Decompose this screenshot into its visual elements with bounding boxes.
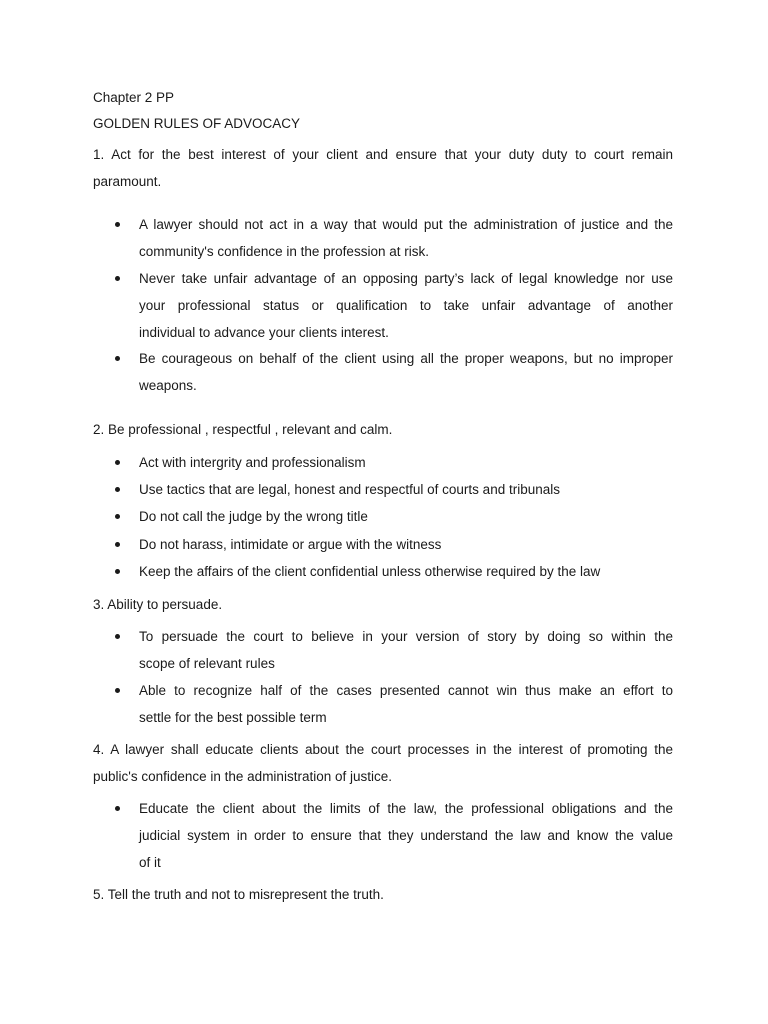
rule-3-bullet-1 — [139, 623, 673, 677]
bullet-line: individual to advance your clients interest. — [139, 325, 389, 340]
chapter-header — [93, 84, 673, 111]
bullet-line: settle for the best possible term — [139, 710, 327, 725]
bullet-icon — [115, 542, 120, 547]
bullet-line: Able to recognize half of the cases presented cannot win thus make an effort to — [139, 683, 673, 698]
rule-4-line-2: public's confidence in the administration of justice. — [93, 769, 392, 784]
bullet-icon — [115, 806, 120, 811]
bullet-icon — [115, 569, 120, 574]
rule-2-bullet-3 — [139, 503, 673, 530]
rule-4-heading — [93, 736, 673, 790]
bullet-line: Do not call the judge by the wrong title — [139, 509, 368, 524]
rule-3-heading — [93, 591, 673, 618]
bullet-icon — [115, 634, 120, 639]
bullet-line: Do not harass, intimidate or argue with the witness — [139, 537, 442, 552]
rule-3-line-1: 3. Ability to persuade. — [93, 597, 223, 612]
bullet-line: scope of relevant rules — [139, 656, 275, 671]
rule-1-line-1: 1. Act for the best interest of your client and ensure that your duty duty to court remain — [93, 147, 673, 162]
bullet-line: A lawyer should not act in a way that would put the administration of justice and the — [139, 217, 673, 232]
rule-5-line-1: 5. Tell the truth and not to misrepresent the truth. — [93, 887, 384, 902]
rule-2-bullet-5 — [139, 558, 673, 585]
rule-2-bullet-4 — [139, 531, 673, 558]
rule-4-line-1: 4. A lawyer shall educate clients about the court processes in the interest of promoting the — [93, 742, 673, 757]
bullet-icon — [115, 460, 120, 465]
bullet-line: Keep the affairs of the client confidential unless otherwise required by the law — [139, 564, 601, 579]
bullet-line: Use tactics that are legal, honest and respectful of courts and tribunals — [139, 482, 560, 497]
rule-2-heading — [93, 416, 673, 443]
rule-1-bullet-1 — [139, 211, 673, 265]
rule-1-line-2: paramount. — [93, 174, 162, 189]
bullet-line: Never take unfair advantage of an opposing party’s lack of legal knowledge nor use — [139, 271, 673, 286]
rule-1-heading — [93, 141, 673, 195]
bullet-line: To persuade the court to believe in your version of story by doing so within the — [139, 629, 673, 644]
bullet-line: community's confidence in the profession at risk. — [139, 244, 429, 259]
document-title — [93, 110, 673, 137]
bullet-line: Act with intergrity and professionalism — [139, 455, 366, 470]
bullet-icon — [115, 514, 120, 519]
rule-2-line-1: 2. Be professional , respectful , relevant and calm. — [93, 422, 393, 437]
rule-2-bullet-1 — [139, 449, 673, 476]
bullet-icon — [115, 276, 120, 281]
bullet-icon — [115, 487, 120, 492]
rule-2-bullet-2 — [139, 476, 673, 503]
rule-1-bullet-3 — [139, 345, 673, 399]
bullet-line: of it — [139, 855, 161, 870]
rule-1-bullet-2 — [139, 265, 673, 346]
rule-5-heading — [93, 881, 673, 908]
bullet-line: Be courageous on behalf of the client using all the proper weapons, but no improper — [139, 351, 673, 366]
document-title-text: GOLDEN RULES OF ADVOCACY — [93, 116, 301, 131]
bullet-line: weapons. — [139, 378, 197, 393]
bullet-line: judicial system in order to ensure that they understand the law and know the value — [139, 828, 673, 843]
rule-4-bullet-1 — [139, 795, 673, 876]
bullet-line: your professional status or qualification to take unfair advantage of another — [139, 298, 673, 313]
bullet-icon — [115, 222, 120, 227]
chapter-header-text: Chapter 2 PP — [93, 90, 175, 105]
bullet-icon — [115, 356, 120, 361]
bullet-icon — [115, 688, 120, 693]
rule-3-bullet-2 — [139, 677, 673, 731]
bullet-line: Educate the client about the limits of the law, the professional obligations and the — [139, 801, 673, 816]
